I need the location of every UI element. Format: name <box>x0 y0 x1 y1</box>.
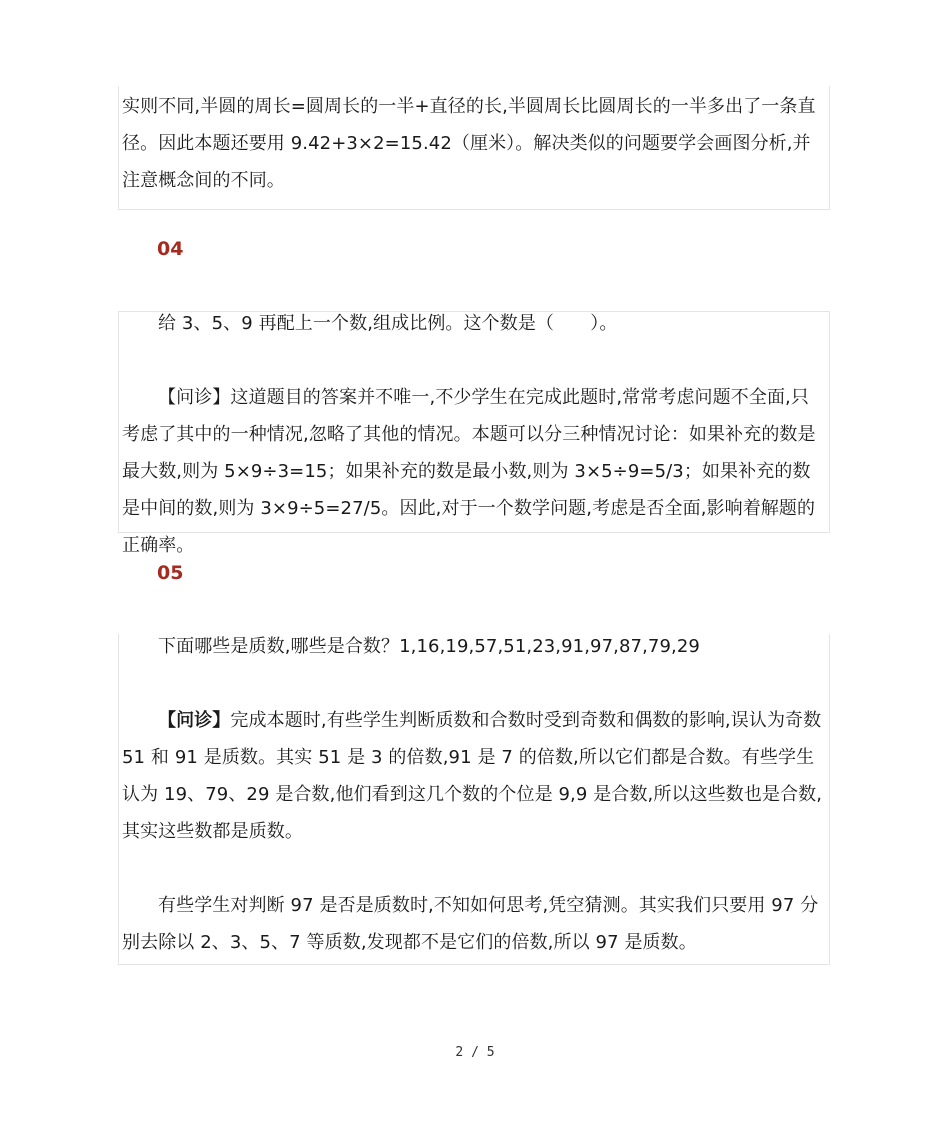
question-05-text: 下面哪些是质数,哪些是合数？1,16,19,57,51,23,91,97,87,79,29 <box>158 636 700 657</box>
diagnosis-body: 完成本题时,有些学生判断质数和合数时受到奇数和偶数的影响,误认为奇数 51 和 91 是质数。其实 51 是 3 的倍数,91 是 7 的倍数,所以它们都是合数。有些学生认为 19、79、29 是合数,他们看到这几个数的个位是 9,9 是合数,所以这些数也是合数,其实这些数都是质数。 <box>122 710 823 842</box>
spacer <box>119 342 829 379</box>
previous-answer-text: 实则不同,半圆的周长=圆周长的一半+直径的长,半圆周长比圆周长的一半多出了一条直径。因此本题还要用 9.42+3×2=15.42（厘米）。解决类似的问题要学会画图分析,并注意概念间的不同。 <box>122 96 816 191</box>
question-05-box <box>118 634 830 965</box>
question-number-04: 04 <box>157 238 184 260</box>
diagnosis-tag: 【问诊】 <box>158 710 231 731</box>
page-number: 2 / 5 <box>455 1045 495 1060</box>
question-04-diagnosis: 【问诊】这道题目的答案并不唯一,不少学生在完成此题时,常常考虑问题不全面,只考虑了其中的一种情况,忽略了其他的情况。本题可以分三种情况讨论：如果补充的数是最大数,则为 5×9÷3=15；如果补充的数是最小数,则为 3×5÷9=5/3；如果补充的数是中间的数,则为 3×9÷5=27/5。因此,对于一个数学问题,考虑是否全面,影响着解题的正确率。 <box>122 387 816 556</box>
previous-answer-box <box>118 86 830 210</box>
question-04-box <box>118 311 830 556</box>
spacer <box>119 850 829 887</box>
question-05-extra: 有些学生对判断 97 是否是质数时,不知如何思考,凭空猜测。其实我们只要用 97 分别去除以 2、3、5、7 等质数,发现都不是它们的倍数,所以 97 是质数。 <box>122 895 819 953</box>
spacer <box>119 665 829 702</box>
question-04-text: 给 3、5、9 再配上一个数,组成比例。这个数是（ ）。 <box>158 313 618 334</box>
question-number-05: 05 <box>157 562 184 584</box>
question-05-diagnosis <box>119 702 829 850</box>
